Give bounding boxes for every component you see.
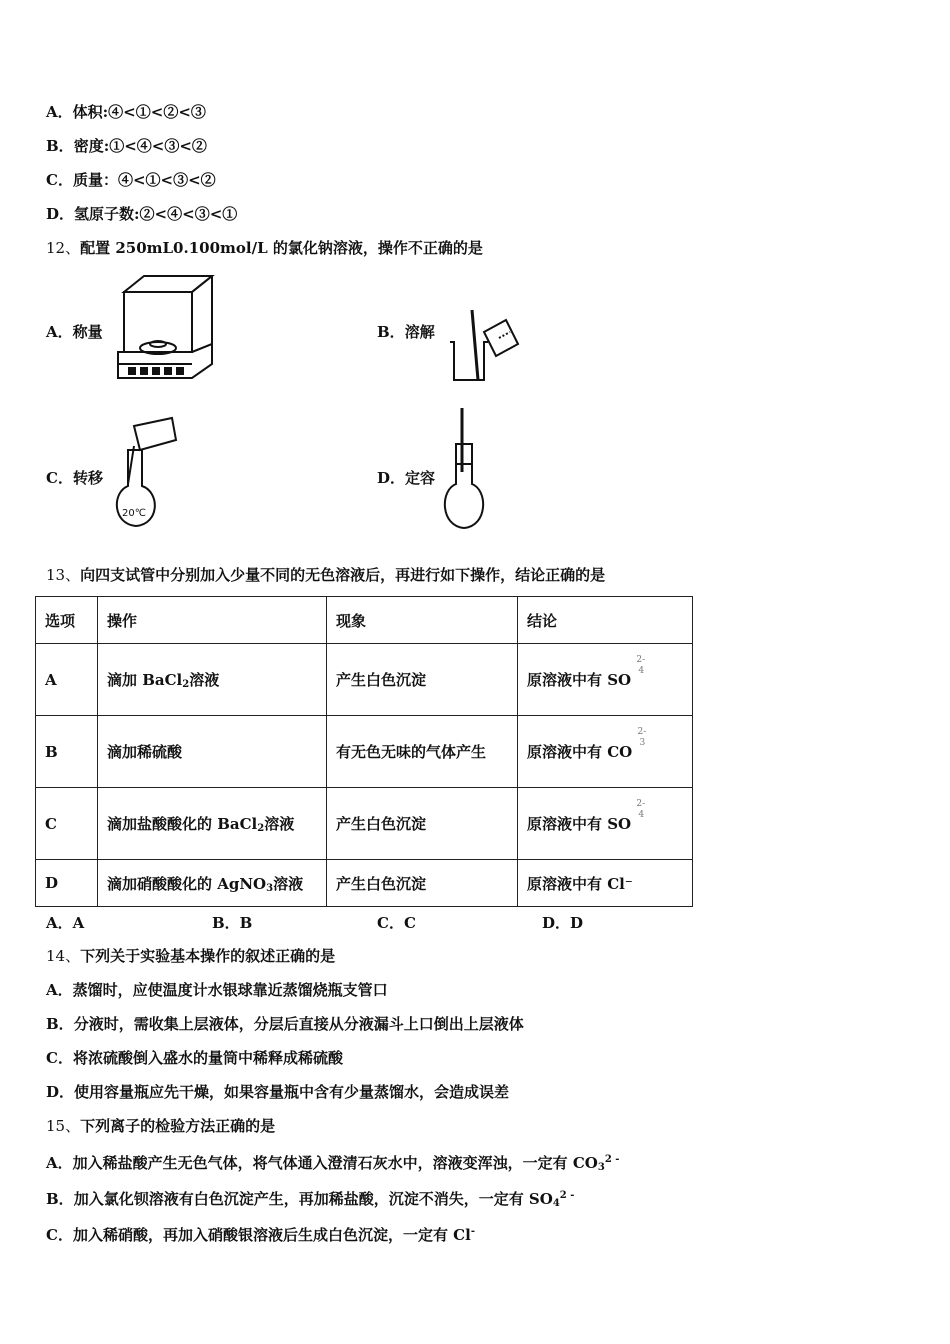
- row-conclusion: 原溶液中有 SO 2- 4: [518, 644, 693, 716]
- q15-stem: 15、下列离子的检验方法正确的是: [46, 1117, 276, 1135]
- q12-stem: 12、配置 250mL0.100mol/L 的氯化钠溶液，操作不正确的是: [46, 239, 483, 257]
- q14-option-c: C．将浓硫酸倒入盛水的量筒中稀释成稀硫酸: [46, 1049, 343, 1067]
- q12-option-c: C．转移: [46, 469, 103, 487]
- row-operation: 滴加稀硫酸: [98, 716, 327, 788]
- row-phenomenon: 产生白色沉淀: [327, 788, 518, 860]
- row-conclusion: 原溶液中有 CO 2- 3: [518, 716, 693, 788]
- row-operation: 滴加盐酸酸化的 BaCl$_2$溶液: [98, 788, 327, 860]
- svg-text:20℃: 20℃: [122, 508, 146, 519]
- row-conclusion: 原溶液中有 SO 2- 4: [518, 788, 693, 860]
- q13-answer-c: C．C: [377, 914, 416, 932]
- table-header-cell: 现象: [327, 597, 518, 644]
- q11-option-b: B．密度:①<④<③<②: [46, 137, 207, 155]
- table-row: [36, 860, 693, 907]
- flask-fill-icon: [440, 404, 496, 532]
- row-operation: 滴加硝酸酸化的 AgNO$_3$溶液: [98, 860, 327, 907]
- row-phenomenon: 产生白色沉淀: [327, 644, 518, 716]
- row-phenomenon: 有无色无味的气体产生: [327, 716, 518, 788]
- table-row: [36, 644, 693, 716]
- q11-option-a: A．体积:④<①<②<③: [46, 103, 206, 121]
- table-row: [36, 716, 693, 788]
- row-conclusion: 原溶液中有 Cl⁻: [518, 860, 693, 907]
- q12-option-d: D．定容: [377, 469, 436, 487]
- q13-table: [35, 596, 693, 907]
- row-option: D: [36, 860, 98, 907]
- q15-option-c: C．加入稀硝酸，再加入硝酸银溶液后生成白色沉淀，一定有 Cl-: [46, 1226, 475, 1244]
- q12-option-a: A．称量: [46, 323, 103, 341]
- q14-option-d: D．使用容量瓶应先干燥，如果容量瓶中含有少量蒸馏水，会造成误差: [46, 1083, 510, 1101]
- q11-option-c: C．质量：④<①<③<②: [46, 171, 216, 189]
- flask-transfer-icon: [108, 416, 184, 530]
- q14-stem: 14、下列关于实验基本操作的叙述正确的是: [46, 947, 336, 965]
- q13-answer-d: D．D: [542, 914, 584, 932]
- q13-answer-a: A．A: [46, 914, 85, 932]
- row-option: A: [36, 644, 98, 716]
- q13-stem: 13、向四支试管中分别加入少量不同的无色溶液后，再进行如下操作，结论正确的是: [46, 566, 606, 584]
- row-phenomenon: 产生白色沉淀: [327, 860, 518, 907]
- q15-option-b: B．加入氯化钡溶液有白色沉淀产生，再加稀盐酸，沉淀不消失，一定有 $SO_4^{2 -}$: [46, 1190, 575, 1209]
- table-row: [36, 788, 693, 860]
- beaker-stirring-icon: [444, 306, 524, 386]
- table-header-cell: 选项: [36, 597, 98, 644]
- balance-icon: [114, 272, 218, 382]
- row-operation: 滴加 BaCl$_2$溶液: [98, 644, 327, 716]
- q14-option-a: A．蒸馏时，应使温度计水银球靠近蒸馏烧瓶支管口: [46, 981, 388, 999]
- table-header-cell: 操作: [98, 597, 327, 644]
- table-header-cell: 结论: [518, 597, 693, 644]
- table-header-row: [36, 597, 693, 644]
- q13-answer-b: B．B: [212, 914, 253, 932]
- q11-option-d: D．氢原子数:②<④<③<①: [46, 205, 238, 223]
- q14-option-b: B．分液时，需收集上层液体，分层后直接从分液漏斗上口倒出上层液体: [46, 1015, 524, 1033]
- q12-option-b: B．溶解: [377, 323, 435, 341]
- row-option: B: [36, 716, 98, 788]
- q15-option-a: A．加入稀盐酸产生无色气体，将气体通入澄清石灰水中，溶液变浑浊，一定有 $CO_3^{2 -}$: [46, 1154, 620, 1173]
- row-option: C: [36, 788, 98, 860]
